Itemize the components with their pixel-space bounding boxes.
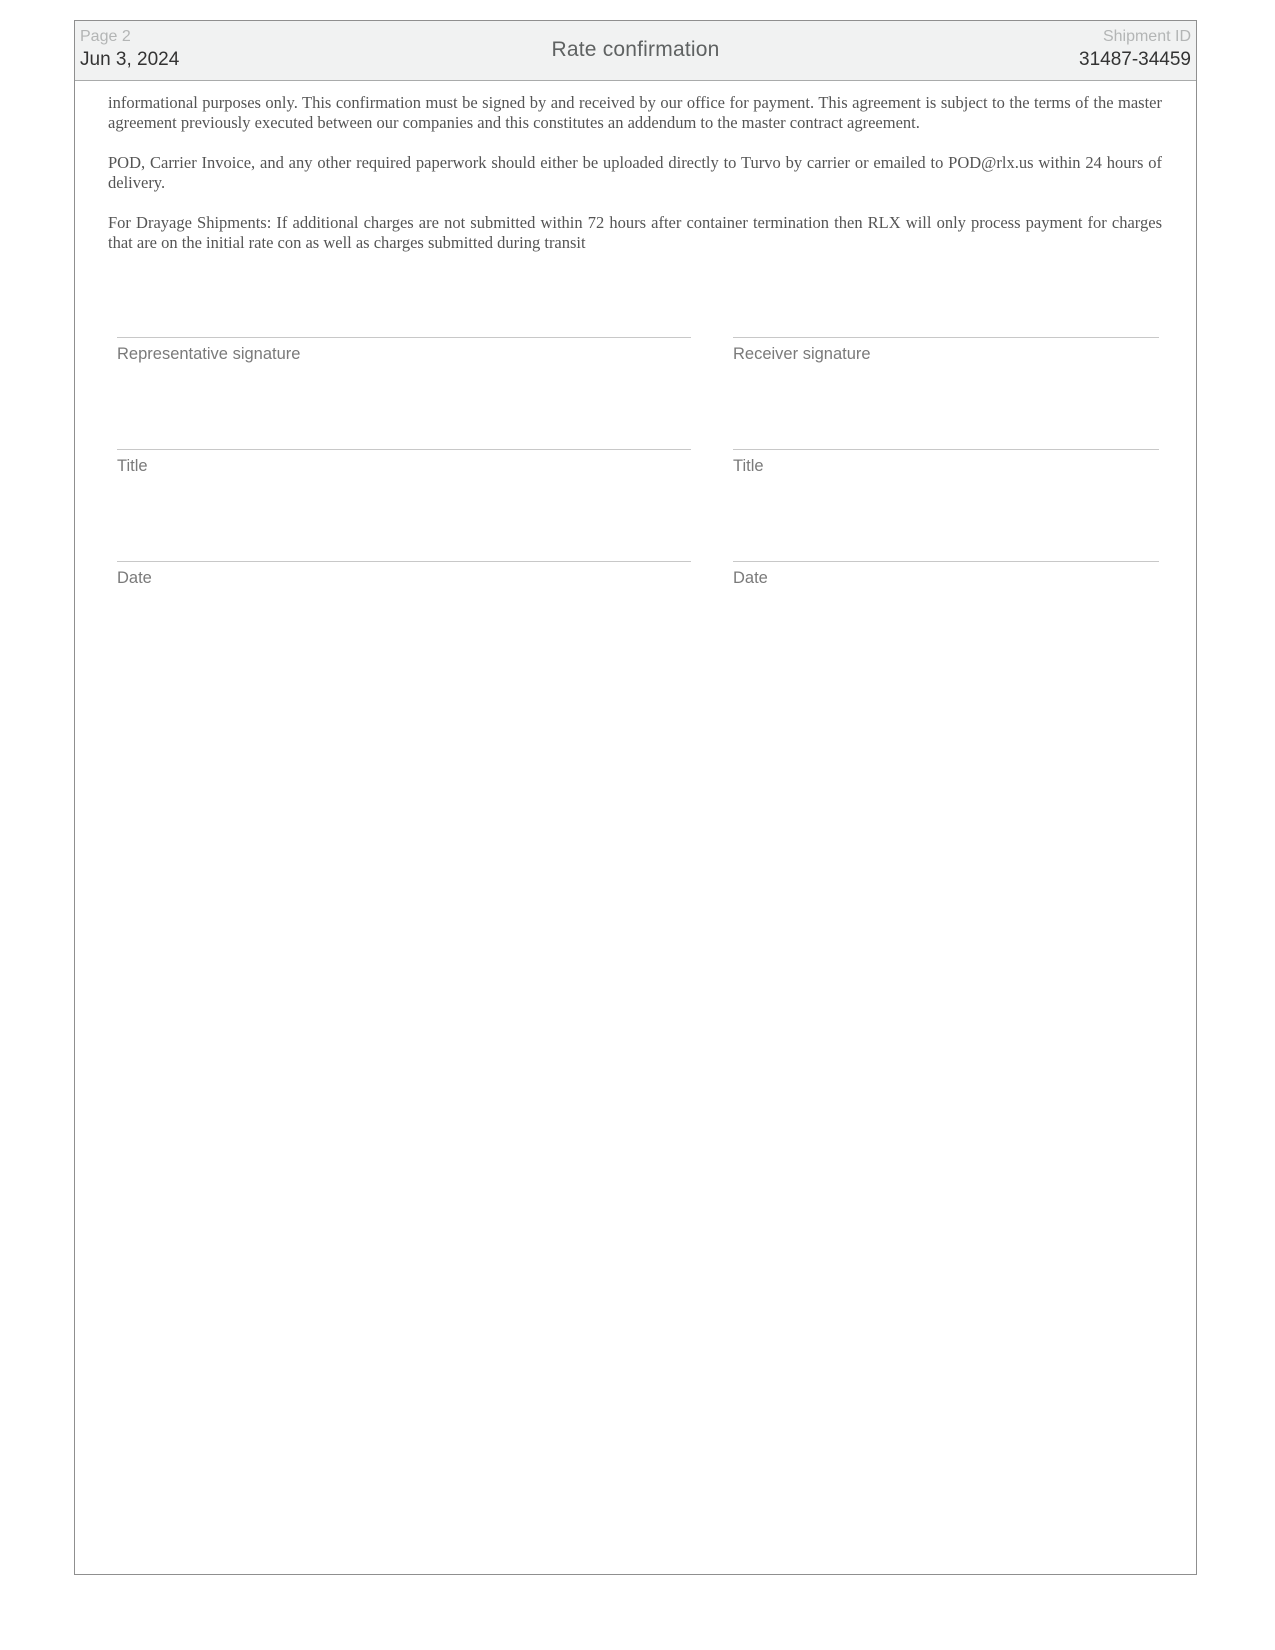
receiver-signature-label: Receiver signature	[733, 345, 871, 363]
terms-section	[108, 93, 1162, 273]
terms-paragraph: For Drayage Shipments: If additional charges are not submitted within 72 hours after container termination then RLX will only process payment for charges that are on the initial rate con as well as charges submitted during transit	[108, 213, 1162, 252]
page-header	[75, 21, 1196, 81]
receiver-title-line[interactable]	[733, 449, 1159, 450]
terms-paragraph: POD, Carrier Invoice, and any other required paperwork should either be uploaded directly to Turvo by carrier or emailed to POD@rlx.us within 24 hours of delivery.	[108, 153, 1162, 192]
terms-paragraph: informational purposes only. This confirmation must be signed by and received by our office for payment. This agreement is subject to the terms of the master agreement previously executed between our companies and this constitutes an addendum to the master contract agreement.	[108, 93, 1162, 132]
receiver-date-label: Date	[733, 569, 768, 587]
representative-title-label: Title	[117, 457, 148, 475]
representative-signature-line[interactable]	[117, 337, 691, 338]
shipment-id-value: 31487-34459	[1079, 49, 1191, 70]
receiver-date-line[interactable]	[733, 561, 1159, 562]
representative-title-line[interactable]	[117, 449, 691, 450]
receiver-signature-line[interactable]	[733, 337, 1159, 338]
representative-date-line[interactable]	[117, 561, 691, 562]
representative-date-label: Date	[117, 569, 152, 587]
page-title: Rate confirmation	[551, 38, 720, 61]
page-number: Page 2	[80, 28, 131, 45]
shipment-id-label: Shipment ID	[1102, 28, 1191, 45]
receiver-title-label: Title	[733, 457, 764, 475]
document-date: Jun 3, 2024	[80, 49, 180, 70]
page-frame	[74, 20, 1197, 1575]
representative-signature-label: Representative signature	[117, 345, 301, 363]
header-right	[1079, 27, 1191, 73]
